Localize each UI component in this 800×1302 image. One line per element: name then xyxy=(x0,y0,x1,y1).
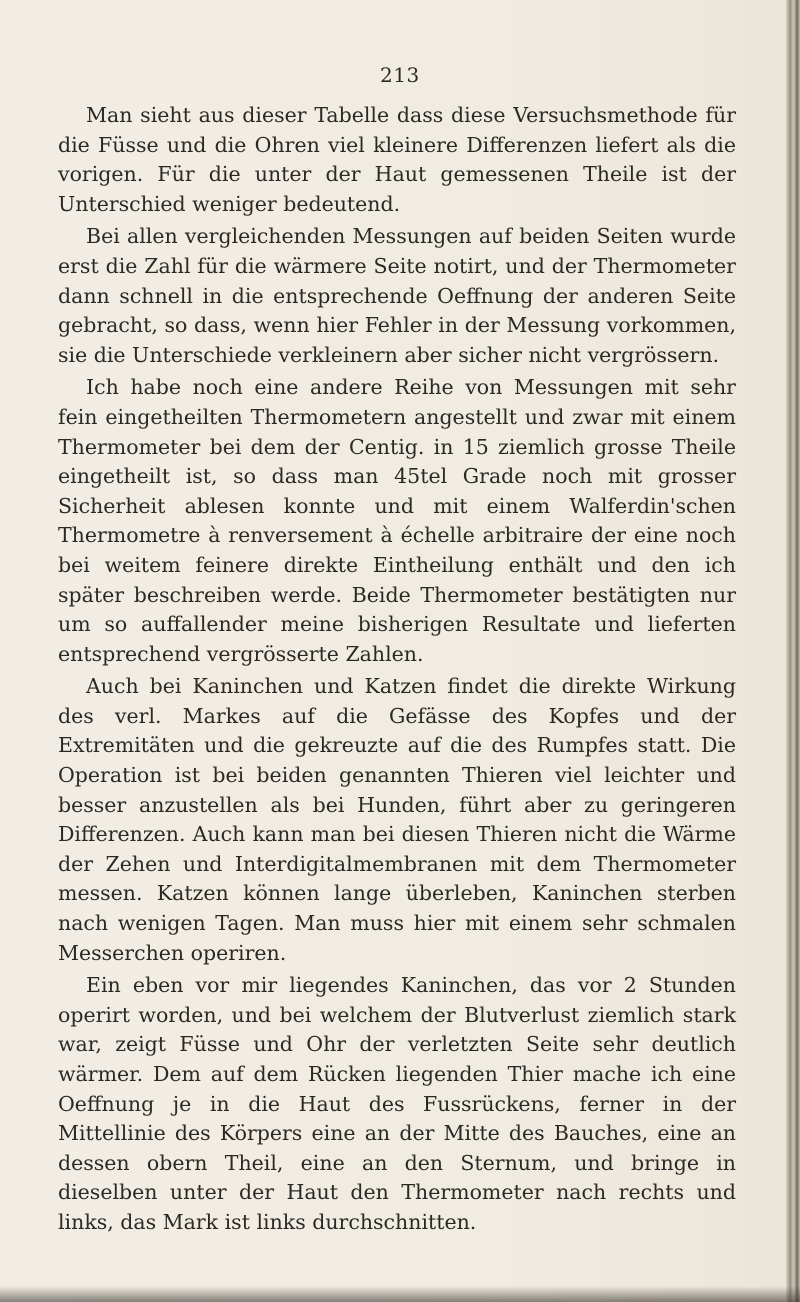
paragraph: Man sieht aus dieser Tabelle dass diese Versuchsmethode für die Füsse und die Ohren viel kleinere Differenzen liefert als die vorigen. Für die unter der Haut gemessenen Theile ist der Unterschied weniger bedeutend. xyxy=(58,103,736,216)
paragraph: Ein eben vor mir liegendes Kaninchen, das vor 2 Stunden operirt worden, und bei welchem der Blutverlust ziemlich stark war, zeigt Füsse und Ohr der verletzten Seite sehr deutlich wärmer. Dem auf dem Rücken liegenden Thier mache ich eine Oeffnung je in die Haut des Fussrückens, ferner in der Mittellinie des Körpers eine an der Mitte des Bauches, eine an dessen obern Theil, eine an den Sternum, und bringe in dieselben unter der Haut den Thermometer nach rechts und links, das Mark ist links durchschnitten. xyxy=(58,973,736,1234)
scan-shadow xyxy=(0,1286,800,1302)
paragraph: Bei allen vergleichenden Messungen auf beiden Seiten wurde erst die Zahl für die wärmere Seite notirt, und der Thermometer dann schnell in die entsprechende Oeffnung der anderen Seite gebracht, so dass, wenn hier Fehler in der Messung vorkommen, sie die Unterschiede verkleinern aber sicher nicht vergrössern. xyxy=(58,224,736,367)
page-body xyxy=(58,101,736,1238)
paragraph: Auch bei Kaninchen und Katzen findet die direkte Wirkung des verl. Markes auf die Gefässe des Kopfes und der Extremitäten und die gekreuzte auf die des Rumpfes statt. Die Operation ist bei beiden genannten Thieren viel leichter und besser anzustellen als bei Hunden, führt aber zu geringeren Differenzen. Auch kann man bei diesen Thieren nicht die Wärme der Zehen und Interdigitalmembranen mit dem Thermometer messen. Katzen können lange überleben, Kaninchen sterben nach wenigen Tagen. Man muss hier mit einem sehr schmalen Messerchen operiren. xyxy=(58,674,736,965)
page-number: 213 xyxy=(380,63,420,87)
page-edge xyxy=(786,0,800,1302)
paragraph: Ich habe noch eine andere Reihe von Messungen mit sehr fein eingetheilten Thermometern angestellt und zwar mit einem Thermometer bei dem der Centig. in 15 ziemlich grosse Theile eingetheilt ist, so dass man 45tel Grade noch mit grosser Sicherheit ablesen konnte und mit einem Walferdin'schen Thermometre à renversement à échelle arbitraire der eine noch bei weitem feinere direkte Eintheilung enthält und den ich später beschreiben werde. Beide Thermometer bestätigten nur um so auffallender meine bisherigen Resultate und lieferten entsprechend vergrösserte Zahlen. xyxy=(58,375,736,666)
